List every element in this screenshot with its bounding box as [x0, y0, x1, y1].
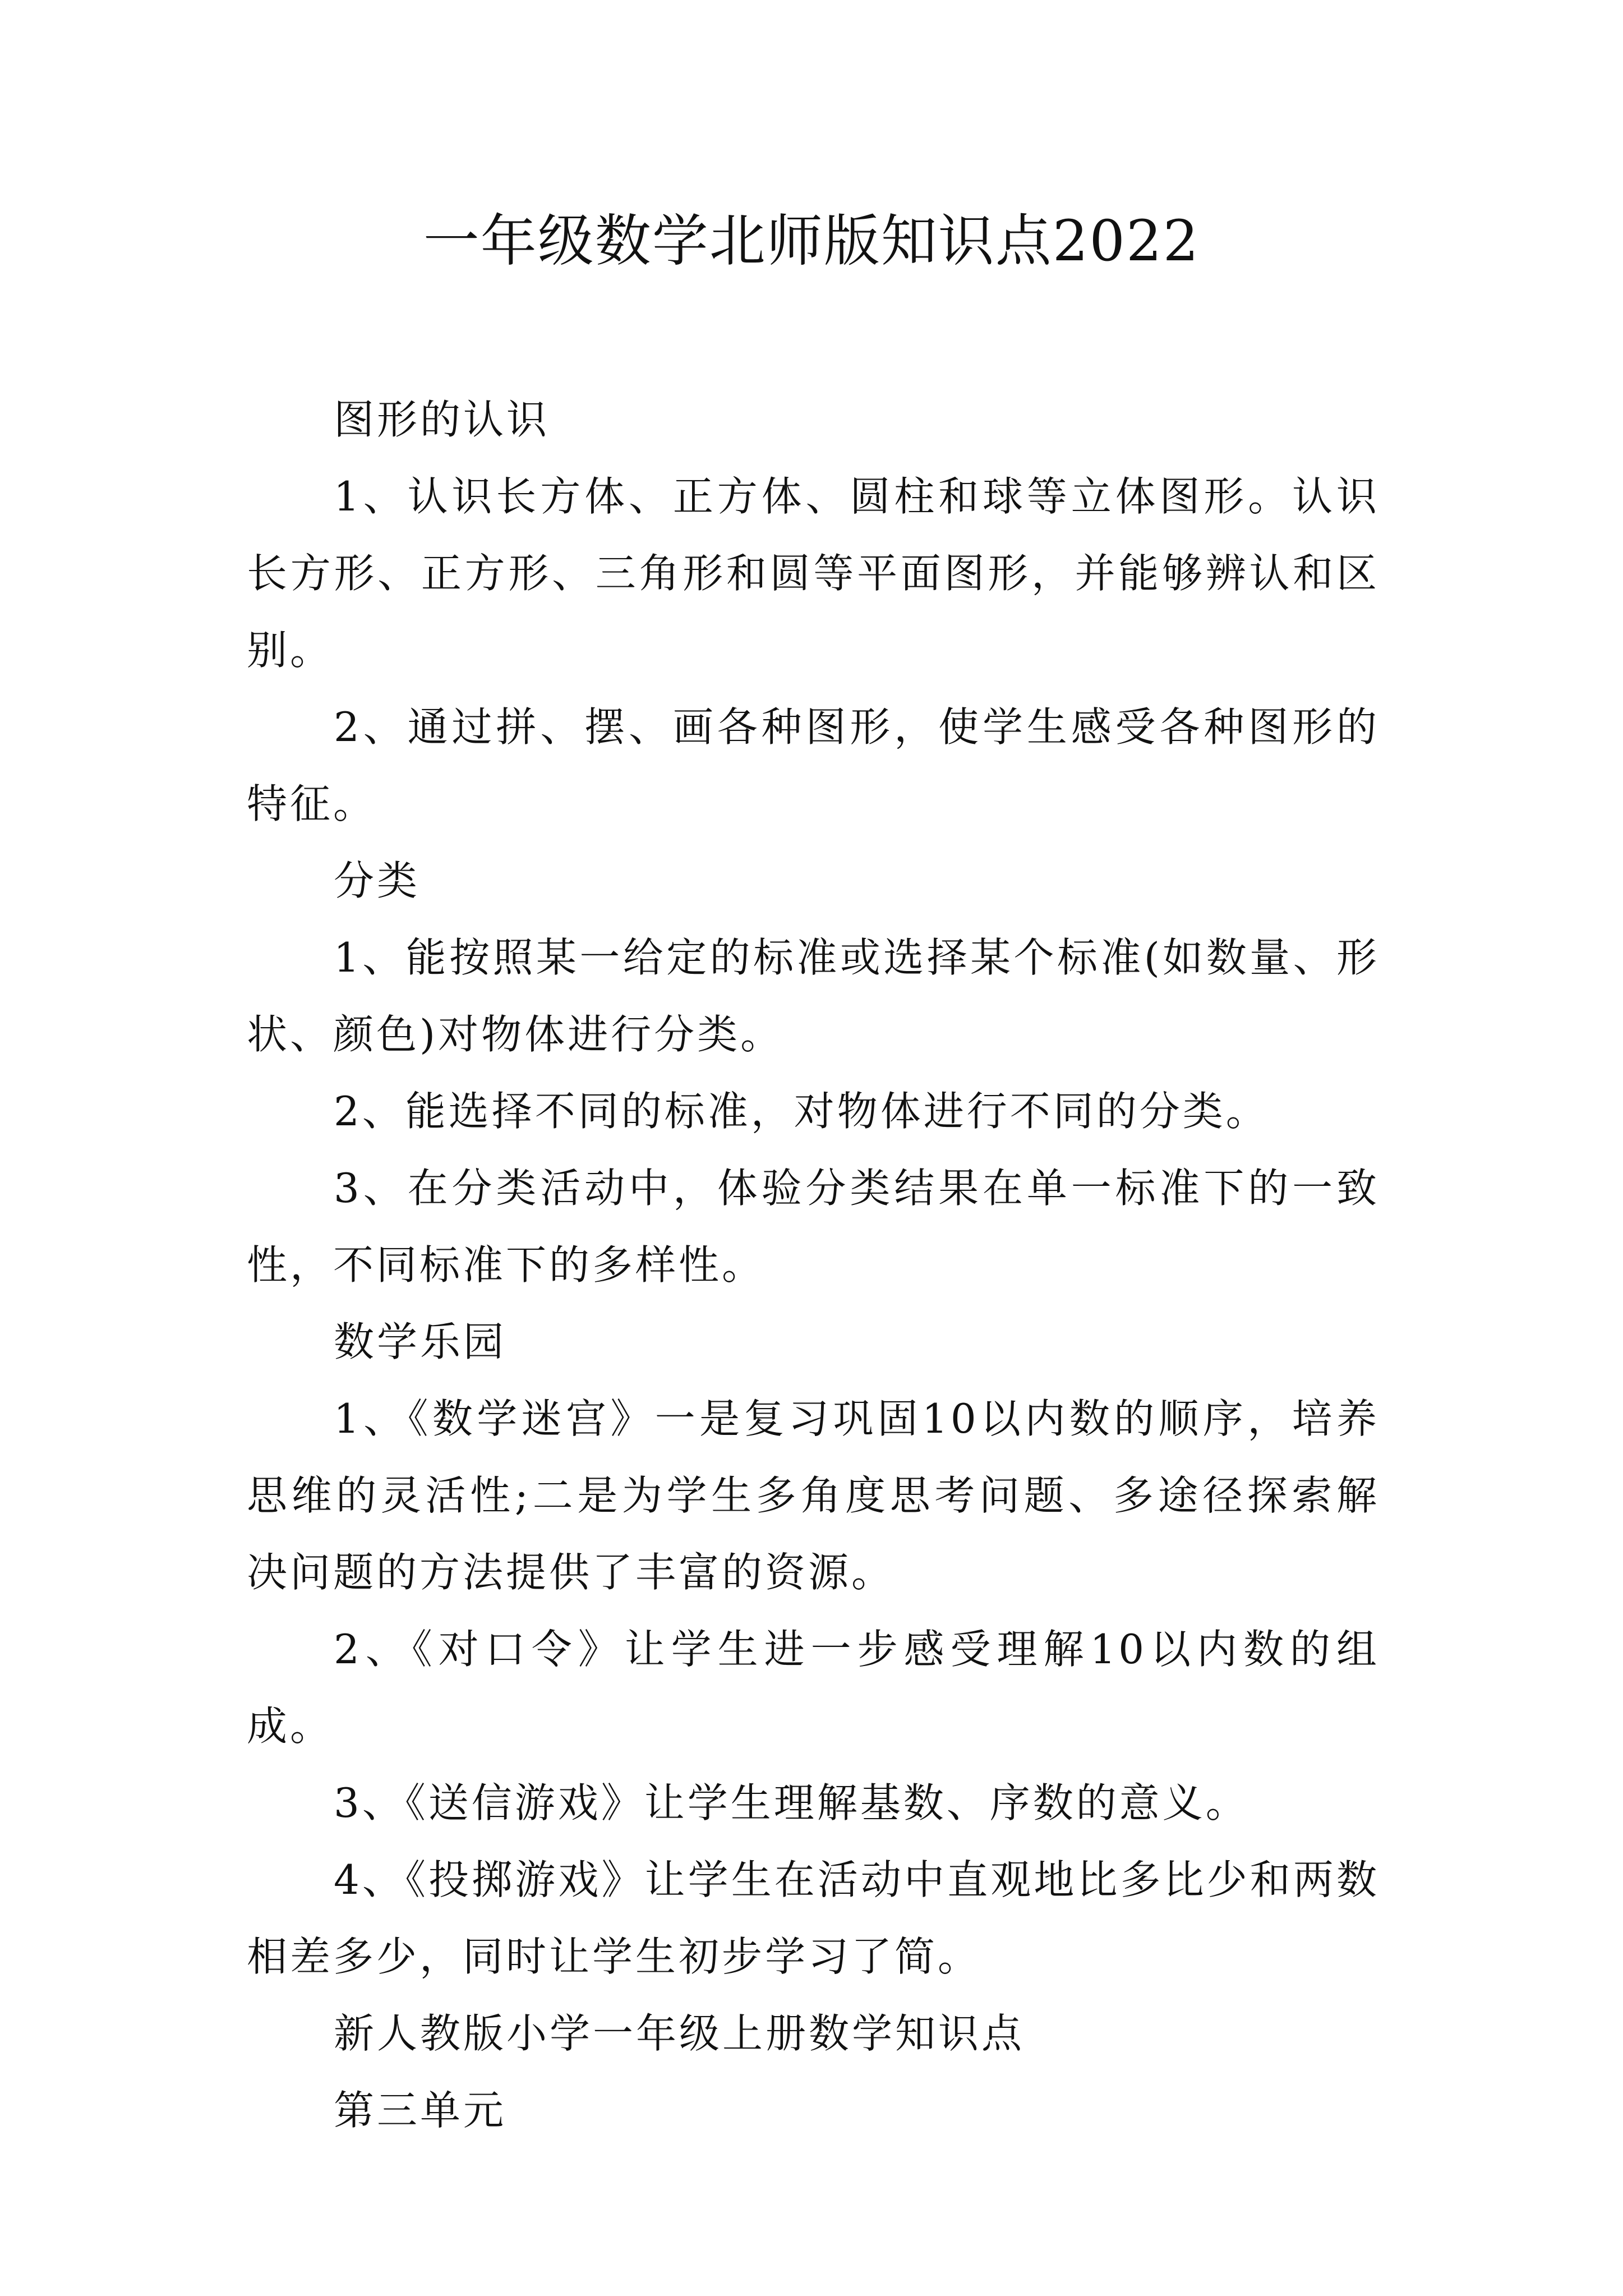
paragraph: 2、通过拼、摆、画各种图形，使学生感受各种图形的特征。 [247, 703, 1380, 827]
section-heading-textbook: 新人教版小学一年级上册数学知识点 [334, 2010, 1025, 2057]
paragraph: 1、能按照某一给定的标准或选择某个标准(如数量、形状、颜色)对物体进行分类。 [247, 934, 1380, 1058]
paragraph: 3、《送信游戏》让学生理解基数、序数的意义。 [334, 1779, 1249, 1826]
paragraph: 3、在分类活动中，体验分类结果在单一标准下的一致性，不同标准下的多样性。 [247, 1165, 1380, 1289]
section-heading-math-park: 数学乐园 [334, 1318, 507, 1365]
document-body [247, 381, 1380, 2149]
section-heading-unit-three: 第三单元 [334, 2087, 507, 2134]
paragraph: 2、《对口令》让学生进一步感受理解10以内数的组成。 [247, 1626, 1380, 1750]
paragraph: 1、认识长方体、正方体、圆柱和球等立体图形。认识长方形、正方形、三角形和圆等平面图形，并能够辨认和区别。 [247, 473, 1380, 674]
section-heading-shapes: 图形的认识 [334, 396, 550, 443]
paragraph: 1、《数学迷宫》一是复习巩固10以内数的顺序，培养思维的灵活性;二是为学生多角度思考问题、多途径探索解决问题的方法提供了丰富的资源。 [247, 1395, 1380, 1596]
section-heading-classification: 分类 [334, 857, 421, 904]
paragraph: 2、能选择不同的标准，对物体进行不同的分类。 [334, 1088, 1269, 1135]
paragraph: 4、《投掷游戏》让学生在活动中直观地比多比少和两数相差多少，同时让学生初步学习了简。 [247, 1856, 1380, 1980]
document-title: 一年级数学北师版知识点2022 [423, 208, 1200, 274]
